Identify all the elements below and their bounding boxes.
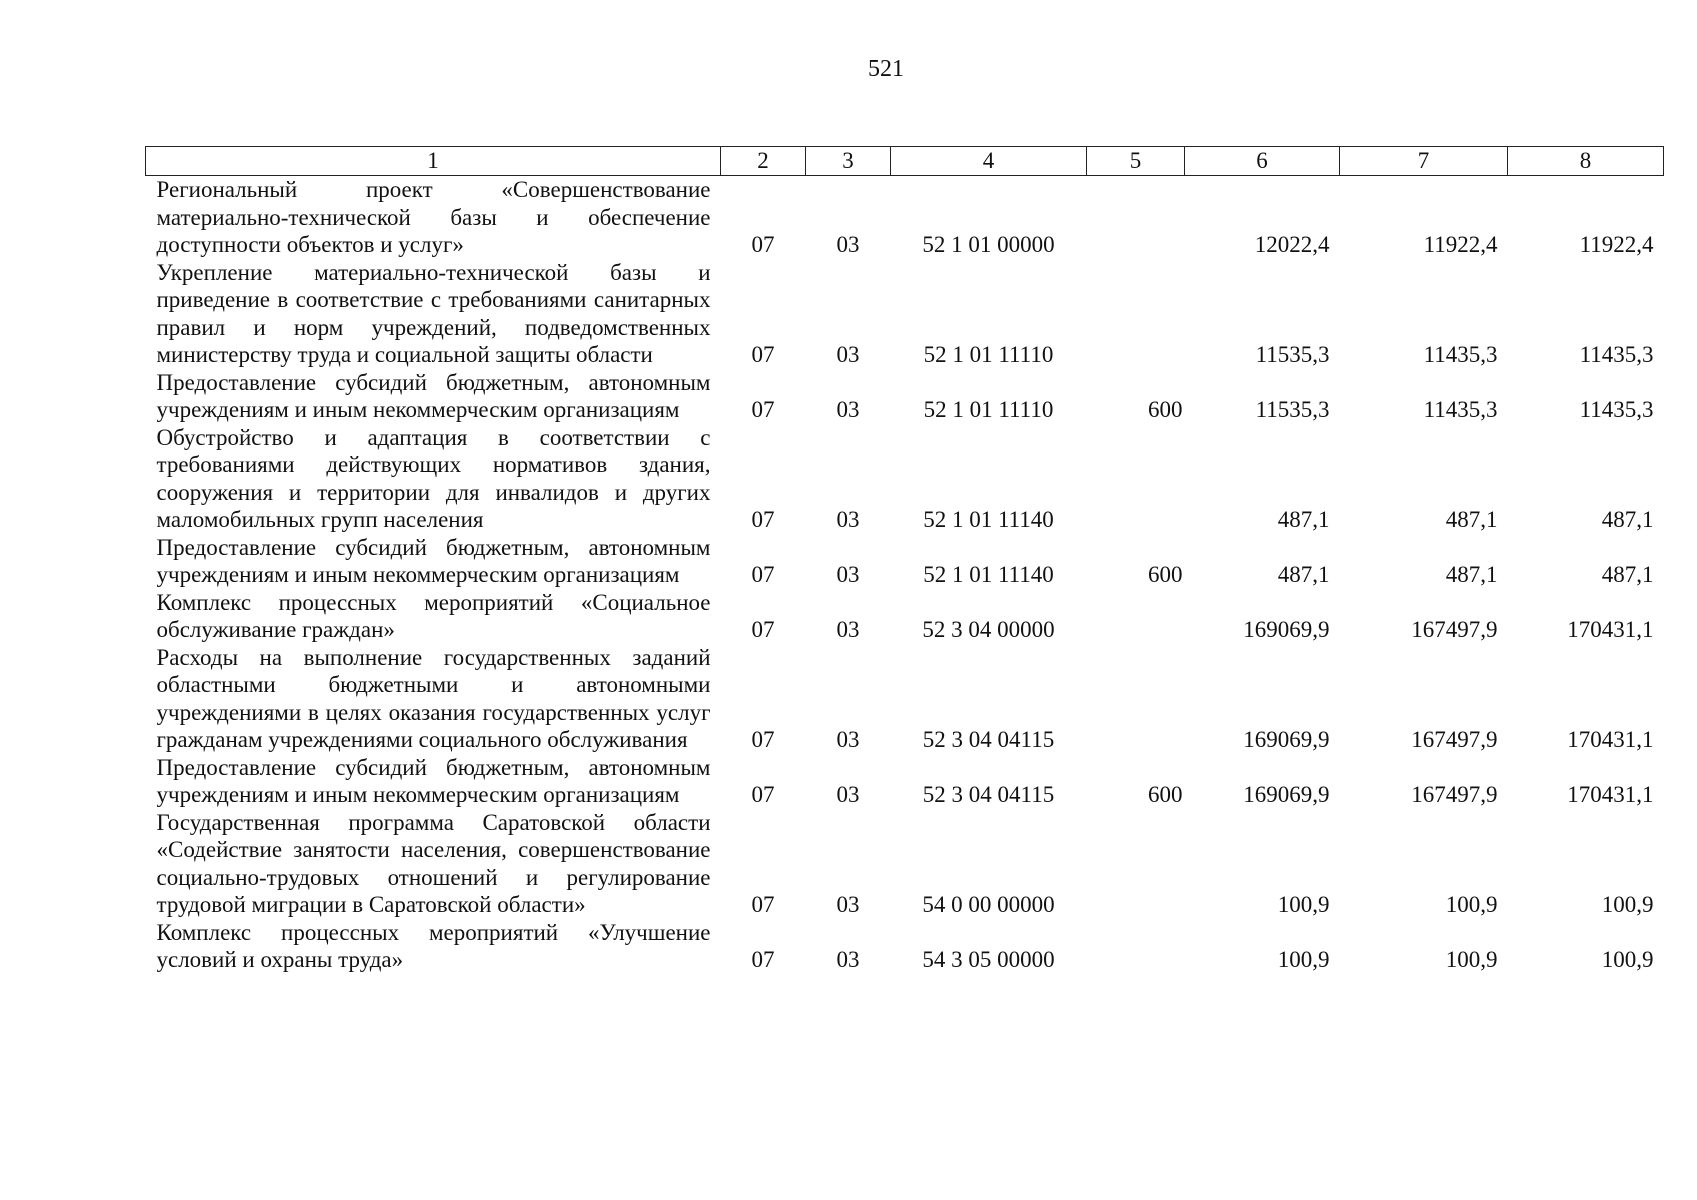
row-amount-year3: 100,9 <box>1601 892 1654 917</box>
row-subsection: 03 <box>836 562 860 587</box>
row-amount-year2: 487,1 <box>1445 507 1498 532</box>
row-amount-year3: 11435,3 <box>1579 397 1654 422</box>
row-amount-year1: 169069,9 <box>1243 727 1330 752</box>
row-section: 07 <box>751 397 775 422</box>
row-amount-year3: 170431,1 <box>1567 782 1654 807</box>
table-row <box>146 644 1664 754</box>
row-target-code: 52 1 01 11140 <box>923 507 1054 532</box>
row-amount-year2: 100,9 <box>1445 892 1498 917</box>
row-name: Комплекс процессных мероприятий «Улучшение условий и охраны труда» <box>156 919 711 972</box>
row-section: 07 <box>751 782 775 807</box>
row-amount-year2: 11435,3 <box>1423 397 1498 422</box>
table-row <box>146 919 1664 974</box>
row-section: 07 <box>751 232 775 257</box>
row-subsection: 03 <box>836 232 860 257</box>
row-target-code: 52 3 04 00000 <box>922 617 1055 642</box>
row-subsection: 03 <box>836 947 860 972</box>
row-name: Государственная программа Саратовской области «Содействие занятости населения, совершенствование социально-трудовых отношений и регулирование трудовой миграции в Саратовской области» <box>156 809 711 917</box>
row-target-code: 52 1 01 11140 <box>923 562 1054 587</box>
row-section: 07 <box>751 507 775 532</box>
row-amount-year3: 170431,1 <box>1567 617 1654 642</box>
row-amount-year1: 100,9 <box>1277 947 1330 972</box>
row-amount-year1: 487,1 <box>1277 507 1330 532</box>
budget-table <box>145 146 1664 974</box>
row-expense-type <box>1087 424 1185 534</box>
row-subsection: 03 <box>836 397 860 422</box>
row-expense-type: 600 <box>1148 562 1183 587</box>
column-header-4: 4 <box>891 147 1087 176</box>
row-amount-year2: 11922,4 <box>1423 232 1498 257</box>
row-amount-year3: 170431,1 <box>1567 727 1654 752</box>
row-subsection: 03 <box>836 782 860 807</box>
column-header-8: 8 <box>1508 147 1664 176</box>
row-amount-year3: 11922,4 <box>1579 232 1654 257</box>
row-name: Предоставление субсидий бюджетным, автономным учреждениям и иным некоммерческим организациям <box>156 369 711 422</box>
table-row <box>146 176 1664 259</box>
row-amount-year1: 169069,9 <box>1243 782 1330 807</box>
row-name: Обустройство и адаптация в соответствии с требованиями действующих нормативов здания, сооружения и территории для инвалидов и других маломобильных групп населения <box>156 424 711 532</box>
row-amount-year1: 11535,3 <box>1255 397 1330 422</box>
row-amount-year1: 100,9 <box>1277 892 1330 917</box>
row-expense-type: 600 <box>1148 397 1183 422</box>
row-expense-type <box>1087 644 1185 754</box>
row-target-code: 52 1 01 00000 <box>922 232 1055 257</box>
row-amount-year2: 487,1 <box>1445 562 1498 587</box>
row-name: Предоставление субсидий бюджетным, автономным учреждениям и иным некоммерческим организациям <box>156 534 711 587</box>
row-section: 07 <box>751 562 775 587</box>
row-section: 07 <box>751 892 775 917</box>
row-amount-year1: 12022,4 <box>1254 232 1330 257</box>
row-amount-year1: 11535,3 <box>1255 342 1330 367</box>
row-target-code: 52 1 01 11110 <box>923 397 1054 422</box>
row-amount-year3: 487,1 <box>1601 507 1654 532</box>
row-amount-year2: 167497,9 <box>1411 617 1498 642</box>
table-row <box>146 589 1664 644</box>
row-expense-type <box>1087 259 1185 369</box>
row-section: 07 <box>751 947 775 972</box>
row-expense-type <box>1087 809 1185 919</box>
column-header-5: 5 <box>1087 147 1185 176</box>
row-amount-year2: 100,9 <box>1445 947 1498 972</box>
row-name: Расходы на выполнение государственных заданий областными бюджетными и автономными учреждениями в целях оказания государственных услуг гражданам учреждениями социального обслуживания <box>156 644 711 752</box>
table-row <box>146 369 1664 424</box>
row-name: Региональный проект «Совершенствование материально-технической базы и обеспечение доступности объектов и услуг» <box>156 177 711 257</box>
row-amount-year1: 487,1 <box>1277 562 1330 587</box>
row-target-code: 54 3 05 00000 <box>922 947 1055 972</box>
row-name: Предоставление субсидий бюджетным, автономным учреждениям и иным некоммерческим организациям <box>156 754 711 807</box>
row-expense-type <box>1087 589 1185 644</box>
column-header-7: 7 <box>1340 147 1508 176</box>
column-number-header-row <box>146 147 1664 176</box>
row-amount-year3: 487,1 <box>1601 562 1654 587</box>
table-row <box>146 809 1664 919</box>
row-section: 07 <box>751 617 775 642</box>
column-header-2: 2 <box>721 147 806 176</box>
row-target-code: 52 1 01 11110 <box>923 342 1054 367</box>
column-header-3: 3 <box>806 147 891 176</box>
row-target-code: 52 3 04 04115 <box>922 782 1055 807</box>
table-row <box>146 259 1664 369</box>
row-section: 07 <box>751 727 775 752</box>
row-amount-year2: 167497,9 <box>1411 727 1498 752</box>
row-amount-year1: 169069,9 <box>1243 617 1330 642</box>
column-header-6: 6 <box>1185 147 1340 176</box>
row-subsection: 03 <box>836 507 860 532</box>
row-amount-year3: 100,9 <box>1601 947 1654 972</box>
row-amount-year2: 11435,3 <box>1423 342 1498 367</box>
row-name: Комплекс процессных мероприятий «Социальное обслуживание граждан» <box>156 589 711 642</box>
row-name: Укрепление материально-технической базы и приведение в соответствие с требованиями санитарных правил и норм учреждений, подведомственных министерству труда и социальной защиты области <box>156 259 711 367</box>
table-row <box>146 534 1664 589</box>
row-amount-year3: 11435,3 <box>1579 342 1654 367</box>
row-subsection: 03 <box>836 342 860 367</box>
row-subsection: 03 <box>836 617 860 642</box>
table-row <box>146 754 1664 809</box>
row-subsection: 03 <box>836 892 860 917</box>
row-expense-type <box>1087 919 1185 974</box>
row-target-code: 54 0 00 00000 <box>922 892 1055 917</box>
row-expense-type <box>1087 176 1185 259</box>
column-header-1: 1 <box>146 147 721 176</box>
row-expense-type: 600 <box>1148 782 1183 807</box>
page-number: 521 <box>868 56 904 82</box>
table-row <box>146 424 1664 534</box>
row-section: 07 <box>751 342 775 367</box>
row-amount-year2: 167497,9 <box>1411 782 1498 807</box>
row-subsection: 03 <box>836 727 860 752</box>
row-target-code: 52 3 04 04115 <box>922 727 1055 752</box>
